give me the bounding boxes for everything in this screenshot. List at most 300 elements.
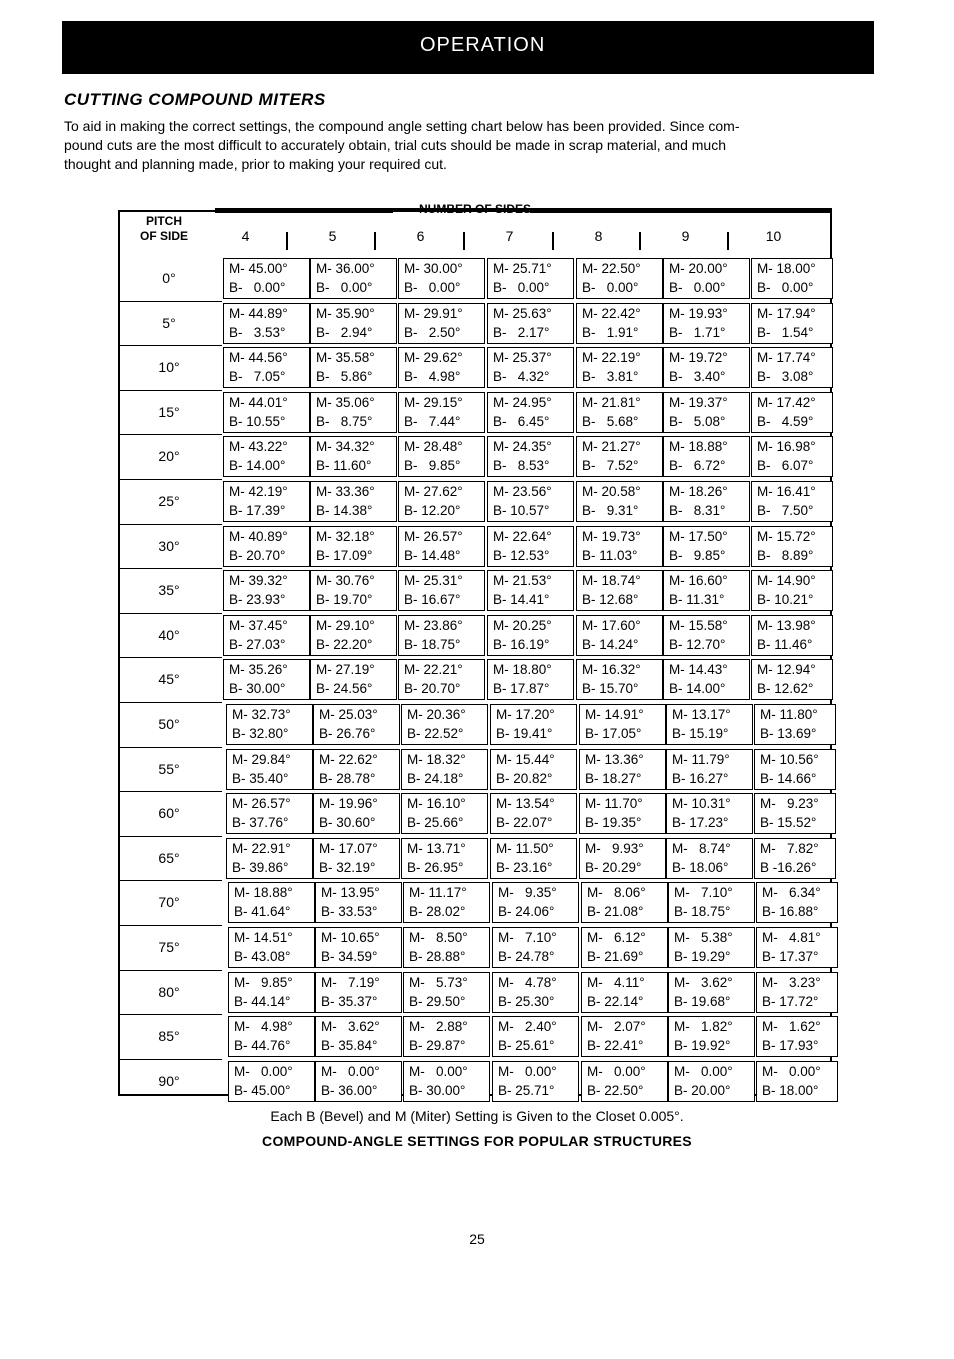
bevel-value: B- 19.70° <box>316 592 373 608</box>
setting-cell <box>576 436 663 477</box>
bevel-value: B- 11.03° <box>582 547 638 563</box>
miter-value: M- 1.62° <box>762 1019 821 1035</box>
miter-value: M- 11.79° <box>672 751 730 767</box>
pitch-value: 25° <box>158 493 180 509</box>
table-row <box>118 658 832 702</box>
miter-value: M- 29.62° <box>404 350 463 366</box>
setting-cell <box>487 392 574 433</box>
miter-value: M- 33.36° <box>316 484 375 499</box>
bevel-value: B- 19.35° <box>585 815 642 831</box>
setting-cell <box>581 1016 668 1057</box>
bevel-value: B- 24.56° <box>316 681 373 697</box>
column-header-divider <box>374 232 376 250</box>
miter-value: M- 19.72° <box>669 350 728 366</box>
miter-value: M- 18.88° <box>234 885 293 901</box>
bevel-value: B- 27.03° <box>229 636 286 652</box>
row-divider <box>118 970 222 971</box>
bevel-value: B- 5.68° <box>582 413 639 429</box>
bevel-value: B- 19.92° <box>674 1038 731 1054</box>
bevel-value: B- 20.82° <box>496 770 553 786</box>
setting-cell <box>313 793 400 834</box>
row-divider <box>118 657 222 658</box>
setting-cell <box>310 303 397 344</box>
setting-cell <box>403 927 490 968</box>
setting-cell <box>223 570 310 611</box>
sides-title: NUMBER OF SIDES <box>418 202 531 216</box>
miter-value: M- 4.11° <box>587 974 645 990</box>
setting-cell <box>487 303 574 344</box>
miter-value: M- 11.70° <box>585 796 643 812</box>
bevel-value: B- 1.54° <box>757 324 814 340</box>
bevel-value: B- 24.18° <box>407 770 464 786</box>
bevel-value: B- 22.41° <box>587 1038 644 1054</box>
section-title: CUTTING COMPOUND MITERS <box>64 90 326 109</box>
setting-cell <box>756 972 838 1013</box>
setting-cell <box>663 392 750 433</box>
setting-cell <box>751 303 833 344</box>
bevel-value: B- 3.81° <box>582 369 639 385</box>
setting-cell <box>226 838 313 879</box>
row-divider <box>118 434 222 435</box>
row-divider <box>118 702 222 703</box>
miter-value: M- 20.25° <box>493 617 552 633</box>
setting-cell <box>226 704 313 745</box>
bevel-value: B- 14.00° <box>229 458 286 474</box>
setting-cell <box>666 838 753 879</box>
miter-value: M- 25.71° <box>493 261 552 276</box>
row-divider <box>118 1014 222 1015</box>
bevel-value: B- 13.69° <box>760 726 817 741</box>
bevel-value: B- 18.06° <box>672 859 729 875</box>
row-divider <box>118 791 222 792</box>
miter-value: M- 10.56° <box>760 751 819 767</box>
setting-cell <box>756 1061 838 1102</box>
pitch-value: 70° <box>158 894 180 911</box>
pitch-label-line: OF SIDE <box>139 229 188 243</box>
miter-value: M- 32.73° <box>232 707 291 722</box>
setting-cell <box>751 392 833 433</box>
setting-cell <box>663 258 750 299</box>
setting-cell <box>576 659 663 700</box>
column-header-divider <box>552 232 554 250</box>
bevel-value: B- 22.52° <box>407 726 464 741</box>
miter-value: M- 36.00° <box>316 261 375 276</box>
miter-value: M- 7.19° <box>321 974 380 990</box>
setting-cell <box>310 347 397 388</box>
footnote: Each B (Bevel) and M (Miter) Setting is Given to the Closet 0.005°. <box>270 1108 684 1124</box>
intro-line: pound cuts are the most difficult to accurately obtain, trial cuts should be made in scrap material, and much <box>64 137 726 153</box>
setting-cell <box>228 882 315 923</box>
setting-cell <box>751 526 833 567</box>
setting-cell <box>226 749 313 790</box>
bevel-value: B- 28.78° <box>319 770 376 786</box>
setting-cell <box>751 258 833 299</box>
setting-cell <box>403 1016 490 1057</box>
miter-value: M- 14.51° <box>234 930 293 945</box>
setting-cell <box>403 882 490 923</box>
miter-value: M- 1.82° <box>674 1019 733 1035</box>
intro-paragraph <box>64 117 864 174</box>
bevel-value: B- 7.50° <box>757 503 814 518</box>
miter-value: M- 35.26° <box>229 662 288 678</box>
bevel-value: B- 17.93° <box>762 1038 819 1054</box>
bevel-value: B- 20.00° <box>674 1082 731 1098</box>
bevel-value: B- 26.95° <box>407 859 464 875</box>
miter-value: M- 17.94° <box>757 305 816 321</box>
miter-value: M- 7.10° <box>674 885 733 901</box>
miter-value: M- 0.00° <box>234 1063 293 1079</box>
setting-cell <box>315 1016 402 1057</box>
miter-value: M- 10.31° <box>672 796 731 812</box>
table-row <box>118 391 832 435</box>
bevel-value: B- 17.87° <box>493 681 550 697</box>
bevel-value: B- 1.71° <box>669 324 726 340</box>
miter-value: M- 13.17° <box>672 707 731 722</box>
miter-value: M- 13.71° <box>407 840 466 856</box>
setting-cell <box>756 882 838 923</box>
setting-cell <box>576 392 663 433</box>
miter-value: M- 13.98° <box>757 617 816 633</box>
sides-title-bar <box>215 202 832 220</box>
bevel-value: B- 35.84° <box>321 1038 378 1054</box>
setting-cell <box>581 1061 668 1102</box>
column-header: 6 <box>416 228 425 244</box>
pitch-value: 80° <box>158 983 180 1000</box>
bevel-value: B -16.26° <box>760 859 817 875</box>
miter-value: M- 44.01° <box>229 394 288 410</box>
bevel-value: B- 1.91° <box>582 324 639 340</box>
bevel-value: B- 3.53° <box>229 324 286 340</box>
bevel-value: B- 44.76° <box>234 1038 291 1054</box>
setting-cell <box>579 704 666 745</box>
setting-cell <box>579 838 666 879</box>
miter-value: M- 19.96° <box>319 796 378 812</box>
bevel-value: B- 24.06° <box>498 904 555 920</box>
bevel-value: B- 20.70° <box>404 681 461 697</box>
setting-cell <box>663 481 750 522</box>
bevel-value: B- 17.72° <box>762 993 819 1009</box>
row-divider <box>118 747 222 748</box>
miter-value: M- 9.35° <box>498 885 557 901</box>
bevel-value: B- 28.88° <box>409 949 466 964</box>
setting-cell <box>487 615 574 656</box>
setting-cell <box>487 659 574 700</box>
bevel-value: B- 34.59° <box>321 949 378 964</box>
bevel-value: B- 17.39° <box>229 503 286 518</box>
setting-cell <box>223 392 310 433</box>
bevel-value: B- 12.53° <box>493 547 550 563</box>
bevel-value: B- 25.30° <box>498 993 555 1009</box>
miter-value: M- 15.72° <box>757 528 816 544</box>
miter-value: M- 18.88° <box>669 439 728 455</box>
miter-value: M- 39.32° <box>229 573 288 589</box>
miter-value: M- 22.91° <box>232 840 291 856</box>
setting-cell <box>576 615 663 656</box>
miter-value: M- 16.10° <box>407 796 466 812</box>
column-header: 9 <box>681 228 690 244</box>
column-header: 5 <box>328 228 337 244</box>
setting-cell <box>401 704 488 745</box>
miter-value: M- 19.37° <box>669 394 728 410</box>
bevel-value: B- 14.00° <box>669 681 726 697</box>
miter-value: M- 23.56° <box>493 484 552 499</box>
miter-value: M- 4.98° <box>234 1019 293 1035</box>
miter-value: M- 30.00° <box>404 261 463 276</box>
setting-cell <box>492 927 579 968</box>
bevel-value: B- 16.27° <box>672 770 729 786</box>
miter-value: M- 29.84° <box>232 751 291 767</box>
pitch-value: 45° <box>158 671 180 688</box>
setting-cell <box>754 704 836 745</box>
column-header: 7 <box>505 228 514 244</box>
miter-value: M- 16.60° <box>669 573 728 589</box>
miter-value: M- 28.48° <box>404 439 463 455</box>
setting-cell <box>490 838 577 879</box>
setting-cell <box>579 793 666 834</box>
miter-value: M- 17.42° <box>757 394 816 410</box>
setting-cell <box>754 793 836 834</box>
miter-value: M- 12.94° <box>757 662 816 678</box>
setting-cell <box>751 347 833 388</box>
setting-cell <box>398 526 485 567</box>
miter-value: M- 9.23° <box>760 796 819 812</box>
bevel-value: B- 41.64° <box>234 904 291 920</box>
sides-title-rule <box>530 211 832 213</box>
setting-cell <box>487 347 574 388</box>
pitch-value: 30° <box>158 537 180 554</box>
setting-cell <box>668 927 755 968</box>
miter-value: M- 20.36° <box>407 707 466 722</box>
bevel-value: B- 28.02° <box>409 904 466 920</box>
miter-value: M- 3.62° <box>674 974 733 990</box>
table-row <box>118 971 832 1015</box>
miter-value: M- 13.54° <box>496 796 555 812</box>
bevel-value: B- 12.68° <box>582 592 639 608</box>
miter-value: M- 45.00° <box>229 261 288 276</box>
miter-value: M- 7.10° <box>498 930 557 945</box>
setting-cell <box>751 570 833 611</box>
bevel-value: B- 0.00° <box>669 280 726 295</box>
bevel-value: B- 14.66° <box>760 770 817 786</box>
setting-cell <box>310 258 397 299</box>
table-row <box>118 435 832 479</box>
miter-value: M- 22.42° <box>582 305 641 321</box>
pitch-value: 90° <box>158 1072 180 1089</box>
row-divider <box>118 880 222 881</box>
bevel-value: B- 0.00° <box>757 280 814 295</box>
bevel-value: B- 2.17° <box>493 324 550 340</box>
setting-cell <box>666 704 753 745</box>
column-header: 10 <box>765 228 782 244</box>
setting-cell <box>668 882 755 923</box>
miter-value: M- 2.07° <box>587 1019 646 1035</box>
setting-cell <box>223 347 310 388</box>
pitch-value: 20° <box>158 448 180 465</box>
bevel-value: B- 18.75° <box>674 904 731 920</box>
setting-cell <box>663 526 750 567</box>
bevel-value: B- 16.67° <box>404 592 461 608</box>
miter-value: M- 21.27° <box>582 439 641 455</box>
bevel-value: B- 7.52° <box>582 458 639 474</box>
column-header: 8 <box>594 228 603 244</box>
setting-cell <box>313 704 400 745</box>
setting-cell <box>492 972 579 1013</box>
bevel-value: B- 21.69° <box>587 949 644 964</box>
bevel-value: B- 14.41° <box>493 592 550 608</box>
column-header: 4 <box>241 228 250 244</box>
miter-value: M- 13.95° <box>321 885 380 901</box>
setting-cell <box>223 526 310 567</box>
miter-value: M- 8.06° <box>587 885 646 901</box>
setting-cell <box>663 347 750 388</box>
bevel-value: B- 14.48° <box>404 547 461 563</box>
bevel-value: B- 0.00° <box>404 280 461 295</box>
setting-cell <box>403 1061 490 1102</box>
bevel-value: B- 4.32° <box>493 369 550 385</box>
bevel-value: B- 0.00° <box>229 280 286 295</box>
bevel-value: B- 19.68° <box>674 993 731 1009</box>
setting-cell <box>398 347 485 388</box>
bevel-value: B- 32.19° <box>319 859 376 875</box>
miter-value: M- 44.56° <box>229 350 288 366</box>
miter-value: M- 26.57° <box>404 528 463 544</box>
bevel-value: B- 23.16° <box>496 859 553 875</box>
bevel-value: B- 25.71° <box>498 1082 555 1098</box>
setting-cell <box>751 436 833 477</box>
bevel-value: B- 14.38° <box>316 503 373 518</box>
setting-cell <box>315 1061 402 1102</box>
setting-cell <box>223 659 310 700</box>
bevel-value: B- 22.50° <box>587 1082 644 1098</box>
setting-cell <box>398 570 485 611</box>
bevel-value: B- 15.70° <box>582 681 639 697</box>
bevel-value: B- 45.00° <box>234 1082 291 1098</box>
miter-value: M- 0.00° <box>321 1063 380 1079</box>
miter-value: M- 25.03° <box>319 707 378 722</box>
setting-cell <box>310 659 397 700</box>
miter-value: M- 0.00° <box>498 1063 557 1079</box>
bevel-value: B- 11.31° <box>669 592 725 608</box>
bevel-value: B- 15.19° <box>672 726 729 741</box>
bevel-value: B- 30.00° <box>409 1082 466 1098</box>
row-divider <box>118 524 222 525</box>
miter-value: M- 42.19° <box>229 484 288 499</box>
setting-cell <box>398 615 485 656</box>
miter-value: M- 40.89° <box>229 528 288 544</box>
miter-value: M- 0.00° <box>674 1063 733 1079</box>
bevel-value: B- 11.46° <box>757 636 813 652</box>
setting-cell <box>401 793 488 834</box>
bevel-value: B- 7.44° <box>404 413 461 429</box>
miter-value: M- 17.74° <box>757 350 816 366</box>
bevel-value: B- 0.00° <box>316 280 373 295</box>
bevel-value: B- 3.08° <box>757 369 814 385</box>
miter-value: M- 17.60° <box>582 617 641 633</box>
miter-value: M- 37.45° <box>229 617 288 633</box>
setting-cell <box>663 570 750 611</box>
pitch-value: 0° <box>162 270 176 286</box>
row-divider <box>118 925 222 926</box>
miter-value: M- 30.76° <box>316 573 375 589</box>
bevel-value: B- 10.55° <box>229 413 286 429</box>
table-row <box>118 792 832 836</box>
setting-cell <box>487 481 574 522</box>
bevel-value: B- 0.00° <box>493 280 550 295</box>
bevel-value: B- 3.40° <box>669 369 726 385</box>
setting-cell <box>228 927 315 968</box>
pitch-value: 15° <box>158 403 180 420</box>
miter-value: M- 25.63° <box>493 305 552 321</box>
bevel-value: B- 5.86° <box>316 369 373 385</box>
bevel-value: B- 17.23° <box>672 815 729 831</box>
bevel-value: B- 9.85° <box>669 547 726 563</box>
page-number: 25 <box>469 1231 485 1247</box>
miter-value: M- 29.91° <box>404 305 463 321</box>
setting-cell <box>310 436 397 477</box>
setting-cell <box>576 481 663 522</box>
setting-cell <box>492 1061 579 1102</box>
row-divider <box>118 613 222 614</box>
miter-value: M- 25.31° <box>404 573 463 589</box>
miter-value: M- 14.91° <box>585 707 644 722</box>
bevel-value: B- 29.87° <box>409 1038 466 1054</box>
table-row <box>118 614 832 658</box>
miter-value: M- 22.62° <box>319 751 378 767</box>
miter-value: M- 16.98° <box>757 439 816 455</box>
bevel-value: B- 15.52° <box>760 815 817 831</box>
column-header-divider <box>463 232 465 250</box>
row-divider <box>118 390 222 391</box>
setting-cell <box>666 749 753 790</box>
miter-value: M- 44.89° <box>229 305 288 321</box>
pitch-value: 35° <box>158 582 180 599</box>
miter-value: M- 18.00° <box>757 261 816 276</box>
miter-value: M- 21.53° <box>493 573 552 589</box>
setting-cell <box>398 481 485 522</box>
miter-value: M- 29.10° <box>316 617 375 633</box>
setting-cell <box>663 615 750 656</box>
bevel-value: B- 6.72° <box>669 458 726 474</box>
bevel-value: B- 36.00° <box>321 1082 378 1098</box>
table-row <box>118 525 832 569</box>
setting-cell <box>403 972 490 1013</box>
bevel-value: B- 22.14° <box>587 993 644 1009</box>
miter-value: M- 22.50° <box>582 261 641 276</box>
miter-value: M- 18.26° <box>669 484 728 499</box>
bevel-value: B- 11.60° <box>316 458 372 474</box>
miter-value: M- 5.38° <box>674 930 733 945</box>
bevel-value: B- 17.05° <box>585 726 642 741</box>
miter-value: M- 9.85° <box>234 974 293 990</box>
miter-value: M- 26.57° <box>232 796 291 812</box>
setting-cell <box>310 615 397 656</box>
miter-value: M- 3.23° <box>762 974 821 990</box>
bevel-value: B- 10.57° <box>493 503 550 518</box>
bevel-value: B- 12.20° <box>404 503 461 518</box>
bevel-value: B- 16.19° <box>493 636 550 652</box>
bevel-value: B- 22.07° <box>496 815 553 831</box>
miter-value: M- 19.93° <box>669 305 728 321</box>
bevel-value: B- 18.27° <box>585 770 642 786</box>
intro-line: To aid in making the correct settings, the compound angle setting chart below has been provided. Since com- <box>64 118 740 134</box>
bevel-value: B- 26.76° <box>319 726 376 741</box>
miter-value: M- 0.00° <box>409 1063 468 1079</box>
bevel-value: B- 7.05° <box>229 369 286 385</box>
setting-cell <box>223 481 310 522</box>
miter-value: M- 4.78° <box>498 974 557 990</box>
row-divider <box>118 345 222 346</box>
bevel-value: B- 35.40° <box>232 770 289 786</box>
